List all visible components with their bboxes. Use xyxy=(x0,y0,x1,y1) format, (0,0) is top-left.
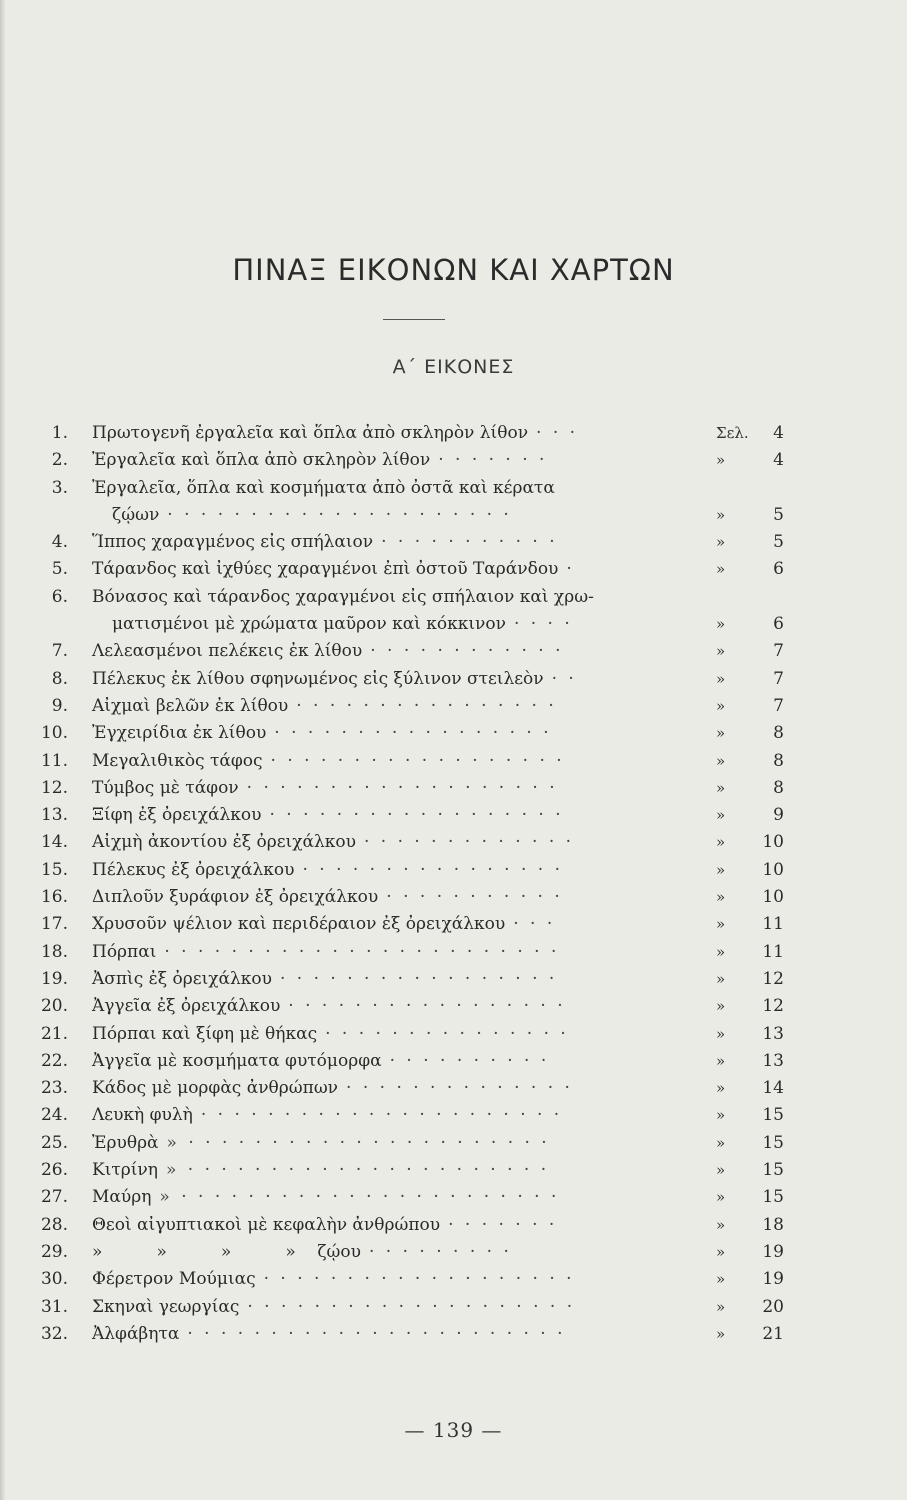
entry-page: 8 xyxy=(773,777,784,798)
entry-text xyxy=(92,529,558,556)
entry-page: 7 xyxy=(773,695,784,716)
list-item xyxy=(0,693,907,720)
entry-number: 18. xyxy=(40,941,68,962)
page-label: » xyxy=(716,451,726,470)
entry-number: 9. xyxy=(51,695,68,716)
leader-dots: · · · · · · · · · · · · · · · · · xyxy=(274,723,552,744)
page-label: » xyxy=(716,860,726,879)
entry-text xyxy=(92,966,557,993)
page-label: » xyxy=(716,696,726,715)
leader-dots: · · · · · · · · · · · · · · · · · · xyxy=(270,750,565,771)
entry-title: Ἀγγεῖα ἐξ ὀρειχάλκου xyxy=(92,996,281,1017)
entry-page: 4 xyxy=(773,450,784,471)
leader-dots: · · · · · · · · · · · · · · · · · xyxy=(288,996,566,1017)
list-item xyxy=(0,1266,907,1293)
section-heading: Α΄ ΕΙΚΟΝΕΣ xyxy=(392,356,515,378)
leader-dots: · · · · · · · · · · · · · · · · · · xyxy=(269,805,564,826)
page-label: » xyxy=(716,1215,726,1234)
page-number: — 139 — xyxy=(404,1418,503,1442)
leader-dots: · · · · · · · · · · xyxy=(389,1050,550,1071)
entry-title: Ἐργαλεῖα καὶ ὅπλα ἀπὸ σκληρὸν λίθον xyxy=(92,450,431,471)
leader-dots: · · · · · · · · · xyxy=(368,1241,512,1262)
entry-title: Αἰχμὴ ἀκοντίου ἐξ ὀρειχάλκου xyxy=(92,832,356,853)
entry-page: 15 xyxy=(762,1160,784,1181)
entry-page: 5 xyxy=(773,504,784,525)
entry-text xyxy=(92,693,557,720)
page-label: » xyxy=(716,533,726,552)
list-item xyxy=(0,857,907,884)
list-item xyxy=(0,1212,907,1239)
entry-text xyxy=(112,502,512,529)
entry-title: ματισμένοι μὲ χρώματα μαῦρον καὶ κόκκινον xyxy=(112,614,506,635)
entry-number: 4. xyxy=(51,532,68,553)
entry-text xyxy=(92,1212,557,1239)
entry-number: 7. xyxy=(51,641,68,662)
entry-number: 1. xyxy=(51,423,68,443)
entry-title: Κάδος μὲ μορφὰς ἀνθρώπων xyxy=(92,1078,339,1099)
entry-title: Φέρετρον Μούμιας xyxy=(92,1269,256,1290)
entry-text xyxy=(92,1102,562,1129)
entry-title: Μεγαλιθικὸς τάφος xyxy=(92,750,263,771)
figure-list xyxy=(0,420,907,1348)
list-item xyxy=(0,1075,907,1102)
entry-text xyxy=(92,638,564,665)
entry-page: 12 xyxy=(762,968,784,989)
leader-dots: · · · · · · · · · · · · · · · · · · · xyxy=(263,1269,575,1290)
entry-text xyxy=(92,1075,573,1102)
entry-number: 21. xyxy=(40,1023,68,1044)
entry-title: Λευκὴ φυλὴ xyxy=(92,1105,193,1126)
page-label: » xyxy=(716,751,726,770)
leader-dots: · · · · · · · · · · · · xyxy=(370,641,564,662)
entry-number: 20. xyxy=(40,996,68,1017)
entry-number: 17. xyxy=(40,914,68,935)
entry-number: 30. xyxy=(40,1269,68,1290)
list-item xyxy=(0,475,907,502)
list-item xyxy=(0,884,907,911)
entry-number: 13. xyxy=(40,805,68,826)
list-item xyxy=(0,993,907,1020)
leader-dots: · · xyxy=(551,668,577,689)
entry-number: 23. xyxy=(40,1078,68,1099)
leader-dots: · · · · · · · · · · · xyxy=(386,887,563,908)
page-label: » xyxy=(716,1188,726,1207)
entry-page: 12 xyxy=(762,996,784,1017)
list-item xyxy=(0,748,907,775)
entry-title: Τύμβος μὲ τάφον xyxy=(92,777,239,798)
entry-number: 29. xyxy=(40,1241,68,1262)
page-label: » xyxy=(716,1024,726,1043)
leader-dots: · · · · · · · · · · · · · · · · xyxy=(296,695,557,716)
entry-number: 15. xyxy=(40,859,68,880)
page-label: » xyxy=(716,778,726,797)
entry-number: 22. xyxy=(40,1050,68,1071)
entry-text xyxy=(92,748,565,775)
entry-page: 11 xyxy=(762,914,784,935)
list-item xyxy=(0,911,907,938)
entry-number: 5. xyxy=(51,559,68,580)
page-label: » xyxy=(716,1242,726,1261)
page-label: » xyxy=(716,642,726,661)
entry-text xyxy=(92,1184,559,1211)
entry-title: Αἰχμαὶ βελῶν ἐκ λίθου xyxy=(92,695,289,716)
entry-text xyxy=(92,1321,566,1348)
list-item xyxy=(0,1021,907,1048)
entry-text xyxy=(112,611,573,638)
page-label: » xyxy=(716,915,726,934)
entry-number: 8. xyxy=(51,668,68,689)
entry-page: 6 xyxy=(773,559,784,580)
leader-dots: · · · · · · · · · · · · · · · · · · · · · · · · xyxy=(164,941,560,962)
leader-dots: · · · · · · · · · · · · · · · · · · · · · · · xyxy=(187,1323,566,1344)
entry-text xyxy=(92,775,558,802)
entry-title: Πέλεκυς ἐξ ὀρειχάλκου xyxy=(92,859,295,880)
list-item xyxy=(0,1130,907,1157)
entry-text xyxy=(92,993,566,1020)
entry-page: 10 xyxy=(762,859,784,880)
entry-title: Πόρπαι xyxy=(92,941,157,962)
entry-page: 5 xyxy=(773,532,784,553)
entry-text xyxy=(92,584,602,611)
entry-number: 19. xyxy=(40,968,68,989)
entry-number: 14. xyxy=(40,832,68,853)
entry-page: 9 xyxy=(773,805,784,826)
entry-page: 19 xyxy=(762,1241,784,1262)
entry-page: 19 xyxy=(762,1269,784,1290)
entry-title: Ἐγχειρίδια ἐκ λίθου xyxy=(92,723,267,744)
entry-page: 14 xyxy=(762,1078,784,1099)
entry-text xyxy=(92,1021,569,1048)
entry-title: Λελεασμένοι πελέκεις ἐκ λίθου xyxy=(92,641,363,662)
entry-text xyxy=(92,447,547,474)
list-item xyxy=(0,420,907,447)
leader-dots: · · · · · · · · · · · xyxy=(381,532,558,553)
list-item xyxy=(0,1102,907,1129)
entry-text xyxy=(92,666,577,693)
entry-text xyxy=(92,911,555,938)
page-label: » xyxy=(716,669,726,688)
leader-dots: · · · · · · · · · · · · · · xyxy=(346,1078,573,1099)
entry-title: Θεοὶ αἰγυπτιακοὶ μὲ κεφαλὴν ἀνθρώπου xyxy=(92,1214,441,1235)
list-item xyxy=(0,1157,907,1184)
entry-page: 15 xyxy=(762,1105,784,1126)
entry-page: 8 xyxy=(773,750,784,771)
page-label: » xyxy=(716,888,726,907)
entry-title: » » » » ζῴου xyxy=(92,1241,361,1262)
entry-text xyxy=(92,884,563,911)
list-item xyxy=(0,556,907,583)
list-item xyxy=(0,966,907,993)
page-label: » xyxy=(716,997,726,1016)
entry-title: Πρωτογενῆ ἐργαλεῖα καὶ ὅπλα ἀπὸ σκληρὸν λίθον xyxy=(92,423,529,443)
page-label: » xyxy=(716,1133,726,1152)
page-label: » xyxy=(716,724,726,743)
entry-title: Σκηναὶ γεωργίας xyxy=(92,1296,240,1317)
page-label: » xyxy=(716,1270,726,1289)
entry-text xyxy=(92,475,563,502)
entry-number: 6. xyxy=(51,586,68,607)
entry-number: 27. xyxy=(40,1187,68,1208)
entry-number: 10. xyxy=(40,723,68,744)
entry-title: Κιτρίνη xyxy=(92,1160,158,1181)
entry-number: 16. xyxy=(40,887,68,908)
entry-number: 2. xyxy=(51,450,68,471)
list-item xyxy=(0,584,907,611)
entry-title: Ἵππος χαραγμένος εἰς σπήλαιον xyxy=(92,532,374,553)
entry-title: Πόρπαι καὶ ξίφη μὲ θήκας xyxy=(92,1023,318,1044)
leader-dots: · · · · · · · · · · · · · · · · xyxy=(302,859,563,880)
entry-title: Διπλοῦν ξυράφιον ἐξ ὀρειχάλκου xyxy=(92,887,379,908)
list-item xyxy=(0,611,907,638)
entry-number: 11. xyxy=(40,750,68,771)
leader-dots: · · · · xyxy=(513,614,573,635)
leader-dots: » · · · · · · · · · · · · · · · · · · · · · · · xyxy=(159,1187,560,1208)
entry-number: 32. xyxy=(40,1323,68,1344)
list-item xyxy=(0,638,907,665)
entry-page: 6 xyxy=(773,614,784,635)
entry-page: 15 xyxy=(762,1132,784,1153)
page-label: Σελ. xyxy=(716,424,749,442)
entry-title: Μαύρη xyxy=(92,1187,152,1208)
page-label: » xyxy=(716,560,726,579)
entry-page: 20 xyxy=(762,1296,784,1317)
entry-title: Ἐρυθρὰ xyxy=(92,1132,159,1153)
list-item xyxy=(0,1294,907,1321)
entry-title: Ἀλφάβητα xyxy=(92,1323,180,1344)
entry-text xyxy=(92,720,552,747)
page-title: ΠΙΝΑΞ ΕΙΚΟΝΩΝ ΚΑΙ ΧΑΡΤΩΝ xyxy=(232,253,675,287)
list-item xyxy=(0,1184,907,1211)
list-item xyxy=(0,1321,907,1348)
entry-text xyxy=(92,1239,512,1266)
entry-page: 4 xyxy=(773,423,784,443)
list-item xyxy=(0,720,907,747)
entry-page: 7 xyxy=(773,641,784,662)
page-label: » xyxy=(716,942,726,961)
entry-number: 3. xyxy=(51,477,68,498)
entry-title: Τάρανδος καὶ ἰχθύες χαραγμένοι ἐπὶ ὀστοῦ Ταράνδου xyxy=(92,559,559,580)
list-item xyxy=(0,802,907,829)
leader-dots: · · · · · · · · · · · · · xyxy=(363,832,575,853)
page-label: » xyxy=(716,806,726,825)
entry-text xyxy=(92,1048,549,1075)
entry-page: 10 xyxy=(762,887,784,908)
entry-text xyxy=(92,420,578,447)
page-label: » xyxy=(716,1324,726,1343)
leader-dots: · · · xyxy=(513,914,556,935)
page-label: » xyxy=(716,505,726,524)
list-item xyxy=(0,447,907,474)
leader-dots: · xyxy=(566,559,575,580)
entry-page: 11 xyxy=(762,941,784,962)
page-label: » xyxy=(716,1161,726,1180)
entry-text xyxy=(92,1130,550,1157)
entry-text xyxy=(92,857,563,884)
title-divider xyxy=(383,319,445,320)
page-label: » xyxy=(716,1079,726,1098)
entry-text xyxy=(92,939,559,966)
entry-title: Βόνασος καὶ τάρανδος χαραγμένοι εἰς σπήλαιον καὶ χρω- xyxy=(92,586,594,607)
entry-text xyxy=(92,1294,575,1321)
leader-dots: · · · · · · · · · · · · · · · · · · · · · xyxy=(167,504,512,525)
entry-page: 13 xyxy=(762,1050,784,1071)
entry-number: 25. xyxy=(40,1132,68,1153)
entry-title: Ἐργαλεῖα, ὅπλα καὶ κοσμήματα ἀπὸ ὀστᾶ καὶ κέρατα xyxy=(92,477,555,498)
entry-title: Χρυσοῦν ψέλιον καὶ περιδέραιον ἐξ ὀρειχάλκου xyxy=(92,914,506,935)
entry-title: Πέλεκυς ἐκ λίθου σφηνωμένος εἰς ξύλινον στειλεὸν xyxy=(92,668,544,689)
page-label: » xyxy=(716,1106,726,1125)
leader-dots: » · · · · · · · · · · · · · · · · · · · · · · xyxy=(165,1160,550,1181)
list-item xyxy=(0,829,907,856)
leader-dots: · · · · · · · · · · · · · · · · · · · · · · xyxy=(200,1105,563,1126)
entry-number: 24. xyxy=(40,1105,68,1126)
entry-text xyxy=(92,1266,575,1293)
entry-number: 12. xyxy=(40,777,68,798)
list-item xyxy=(0,1239,907,1266)
page-label: » xyxy=(716,833,726,852)
entry-text xyxy=(92,802,564,829)
list-item xyxy=(0,529,907,556)
list-item xyxy=(0,939,907,966)
entry-page: 10 xyxy=(762,832,784,853)
leader-dots: · · · xyxy=(536,423,579,443)
list-item xyxy=(0,775,907,802)
page-label: » xyxy=(716,969,726,988)
leader-dots: · · · · · · · · · · · · · · · · · · · · xyxy=(247,1296,576,1317)
list-item xyxy=(0,1048,907,1075)
leader-dots: · · · · · · · · · · · · · · · xyxy=(325,1023,569,1044)
page-label: » xyxy=(716,1051,726,1070)
leader-dots: » · · · · · · · · · · · · · · · · · · · · · · xyxy=(166,1132,550,1153)
entry-title: ζῴων xyxy=(112,504,160,525)
entry-number: 26. xyxy=(40,1160,68,1181)
leader-dots: · · · · · · · xyxy=(448,1214,558,1235)
leader-dots: · · · · · · · · · · · · · · · · · · · xyxy=(246,777,558,798)
entry-page: 21 xyxy=(762,1323,784,1344)
list-item xyxy=(0,502,907,529)
entry-text xyxy=(92,1157,549,1184)
entry-text xyxy=(92,829,574,856)
entry-title: Ἀγγεῖα μὲ κοσμήματα φυτόμορφα xyxy=(92,1050,382,1071)
entry-text xyxy=(92,556,575,583)
page-label: » xyxy=(716,1297,726,1316)
entry-title: Ἀσπὶς ἐξ ὀρειχάλκου xyxy=(92,968,272,989)
entry-page: 15 xyxy=(762,1187,784,1208)
entry-page: 18 xyxy=(762,1214,784,1235)
leader-dots: · · · · · · · · · · · · · · · · · xyxy=(280,968,558,989)
entry-number: 28. xyxy=(40,1214,68,1235)
entry-title: Ξίφη ἐξ ὀρειχάλκου xyxy=(92,805,262,826)
list-item xyxy=(0,666,907,693)
leader-dots: · · · · · · · xyxy=(438,450,548,471)
page-label: » xyxy=(716,615,726,634)
entry-number: 31. xyxy=(40,1296,68,1317)
entry-page: 13 xyxy=(762,1023,784,1044)
entry-page: 7 xyxy=(773,668,784,689)
entry-page: 8 xyxy=(773,723,784,744)
